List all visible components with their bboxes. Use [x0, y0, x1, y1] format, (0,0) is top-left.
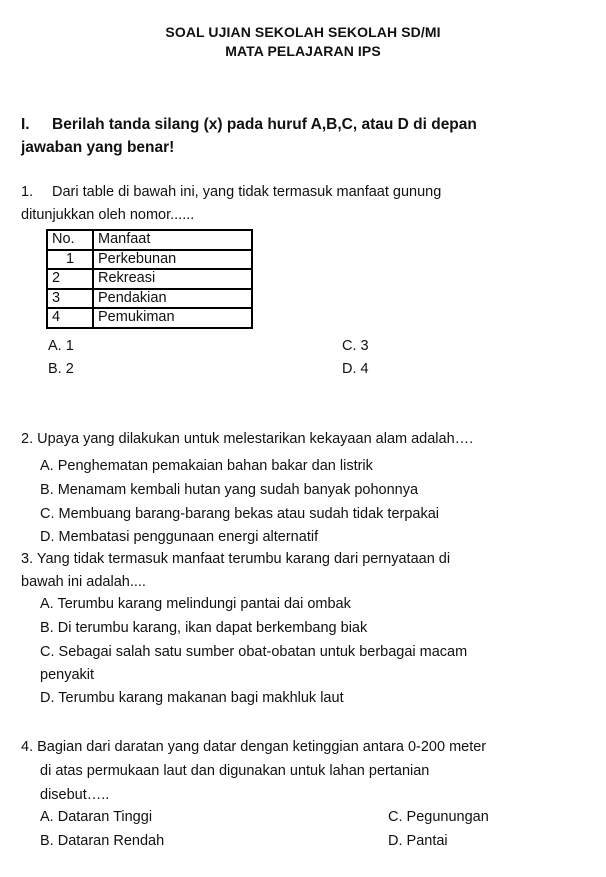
table-cell-manfaat: Pendakian: [93, 289, 252, 309]
table-cell-no: 3: [47, 289, 93, 309]
question-1-text-line2: ditunjukkan oleh nomor......: [21, 207, 195, 223]
table-cell-manfaat: Perkebunan: [93, 250, 252, 270]
question-3-option-c[interactable]: C. Sebagai salah satu sumber obat-obatan untuk berbagai macam: [40, 644, 468, 660]
table-header-no: No.: [47, 230, 93, 250]
table-cell-manfaat: Pemukiman: [93, 308, 252, 328]
question-2-option-d[interactable]: D. Membatasi penggunaan energi alternatif: [40, 529, 319, 545]
question-1-number: 1.: [21, 184, 34, 200]
question-1-option-c[interactable]: C. 3: [342, 338, 369, 354]
question-4-text-line1: 4. Bagian dari daratan yang datar dengan ketinggian antara 0-200 meter: [21, 739, 487, 755]
table-cell-no: 2: [47, 269, 93, 289]
table-cell-no: 1: [47, 250, 93, 270]
document-title: SOAL UJIAN SEKOLAH SEKOLAH SD/MI: [165, 24, 441, 40]
section-instruction-line1: Berilah tanda silang (x) pada huruf A,B,C, atau D di depan: [52, 116, 477, 133]
document-subtitle: MATA PELAJARAN IPS: [225, 43, 381, 59]
section-instruction-line2: jawaban yang benar!: [21, 139, 175, 156]
question-2-option-a[interactable]: A. Penghematan pemakaian bahan bakar dan listrik: [40, 458, 373, 474]
table-header-row: [47, 230, 252, 250]
manfaat-table: [46, 229, 253, 329]
table-row: [47, 308, 252, 328]
question-4-text-line3: disebut…..: [40, 787, 110, 803]
section-number: I.: [21, 116, 30, 133]
table-row: [47, 289, 252, 309]
question-3-option-b[interactable]: B. Di terumbu karang, ikan dapat berkembang biak: [40, 620, 368, 636]
question-4-text-line2: di atas permukaan laut dan digunakan untuk lahan pertanian: [40, 763, 430, 779]
question-1-option-a[interactable]: A. 1: [48, 338, 74, 354]
table-header-manfaat: Manfaat: [93, 230, 252, 250]
table-cell-manfaat: Rekreasi: [93, 269, 252, 289]
question-3-option-c-continuation: penyakit: [40, 667, 95, 683]
table-row: [47, 269, 252, 289]
question-3-option-a[interactable]: A. Terumbu karang melindungi pantai dai ombak: [40, 596, 351, 612]
question-3-text-line2: bawah ini adalah....: [21, 574, 146, 590]
question-1-option-b[interactable]: B. 2: [48, 361, 74, 377]
table-row: [47, 250, 252, 270]
question-4-option-a[interactable]: A. Dataran Tinggi: [40, 809, 153, 825]
question-1-text-line1: Dari table di bawah ini, yang tidak termasuk manfaat gunung: [52, 184, 442, 200]
question-1-option-d[interactable]: D. 4: [342, 361, 369, 377]
question-3-text-line1: 3. Yang tidak termasuk manfaat terumbu karang dari pernyataan di: [21, 551, 451, 567]
question-2-text: 2. Upaya yang dilakukan untuk melestarikan kekayaan alam adalah….: [21, 431, 474, 447]
question-4-option-b[interactable]: B. Dataran Rendah: [40, 833, 165, 849]
question-2-option-b[interactable]: B. Menamam kembali hutan yang sudah banyak pohonnya: [40, 482, 419, 498]
question-4-option-c[interactable]: C. Pegunungan: [388, 809, 489, 825]
table-cell-no: 4: [47, 308, 93, 328]
question-4-option-d[interactable]: D. Pantai: [388, 833, 448, 849]
question-2-option-c[interactable]: C. Membuang barang-barang bekas atau sudah tidak terpakai: [40, 506, 440, 522]
question-3-option-d[interactable]: D. Terumbu karang makanan bagi makhluk laut: [40, 690, 344, 706]
